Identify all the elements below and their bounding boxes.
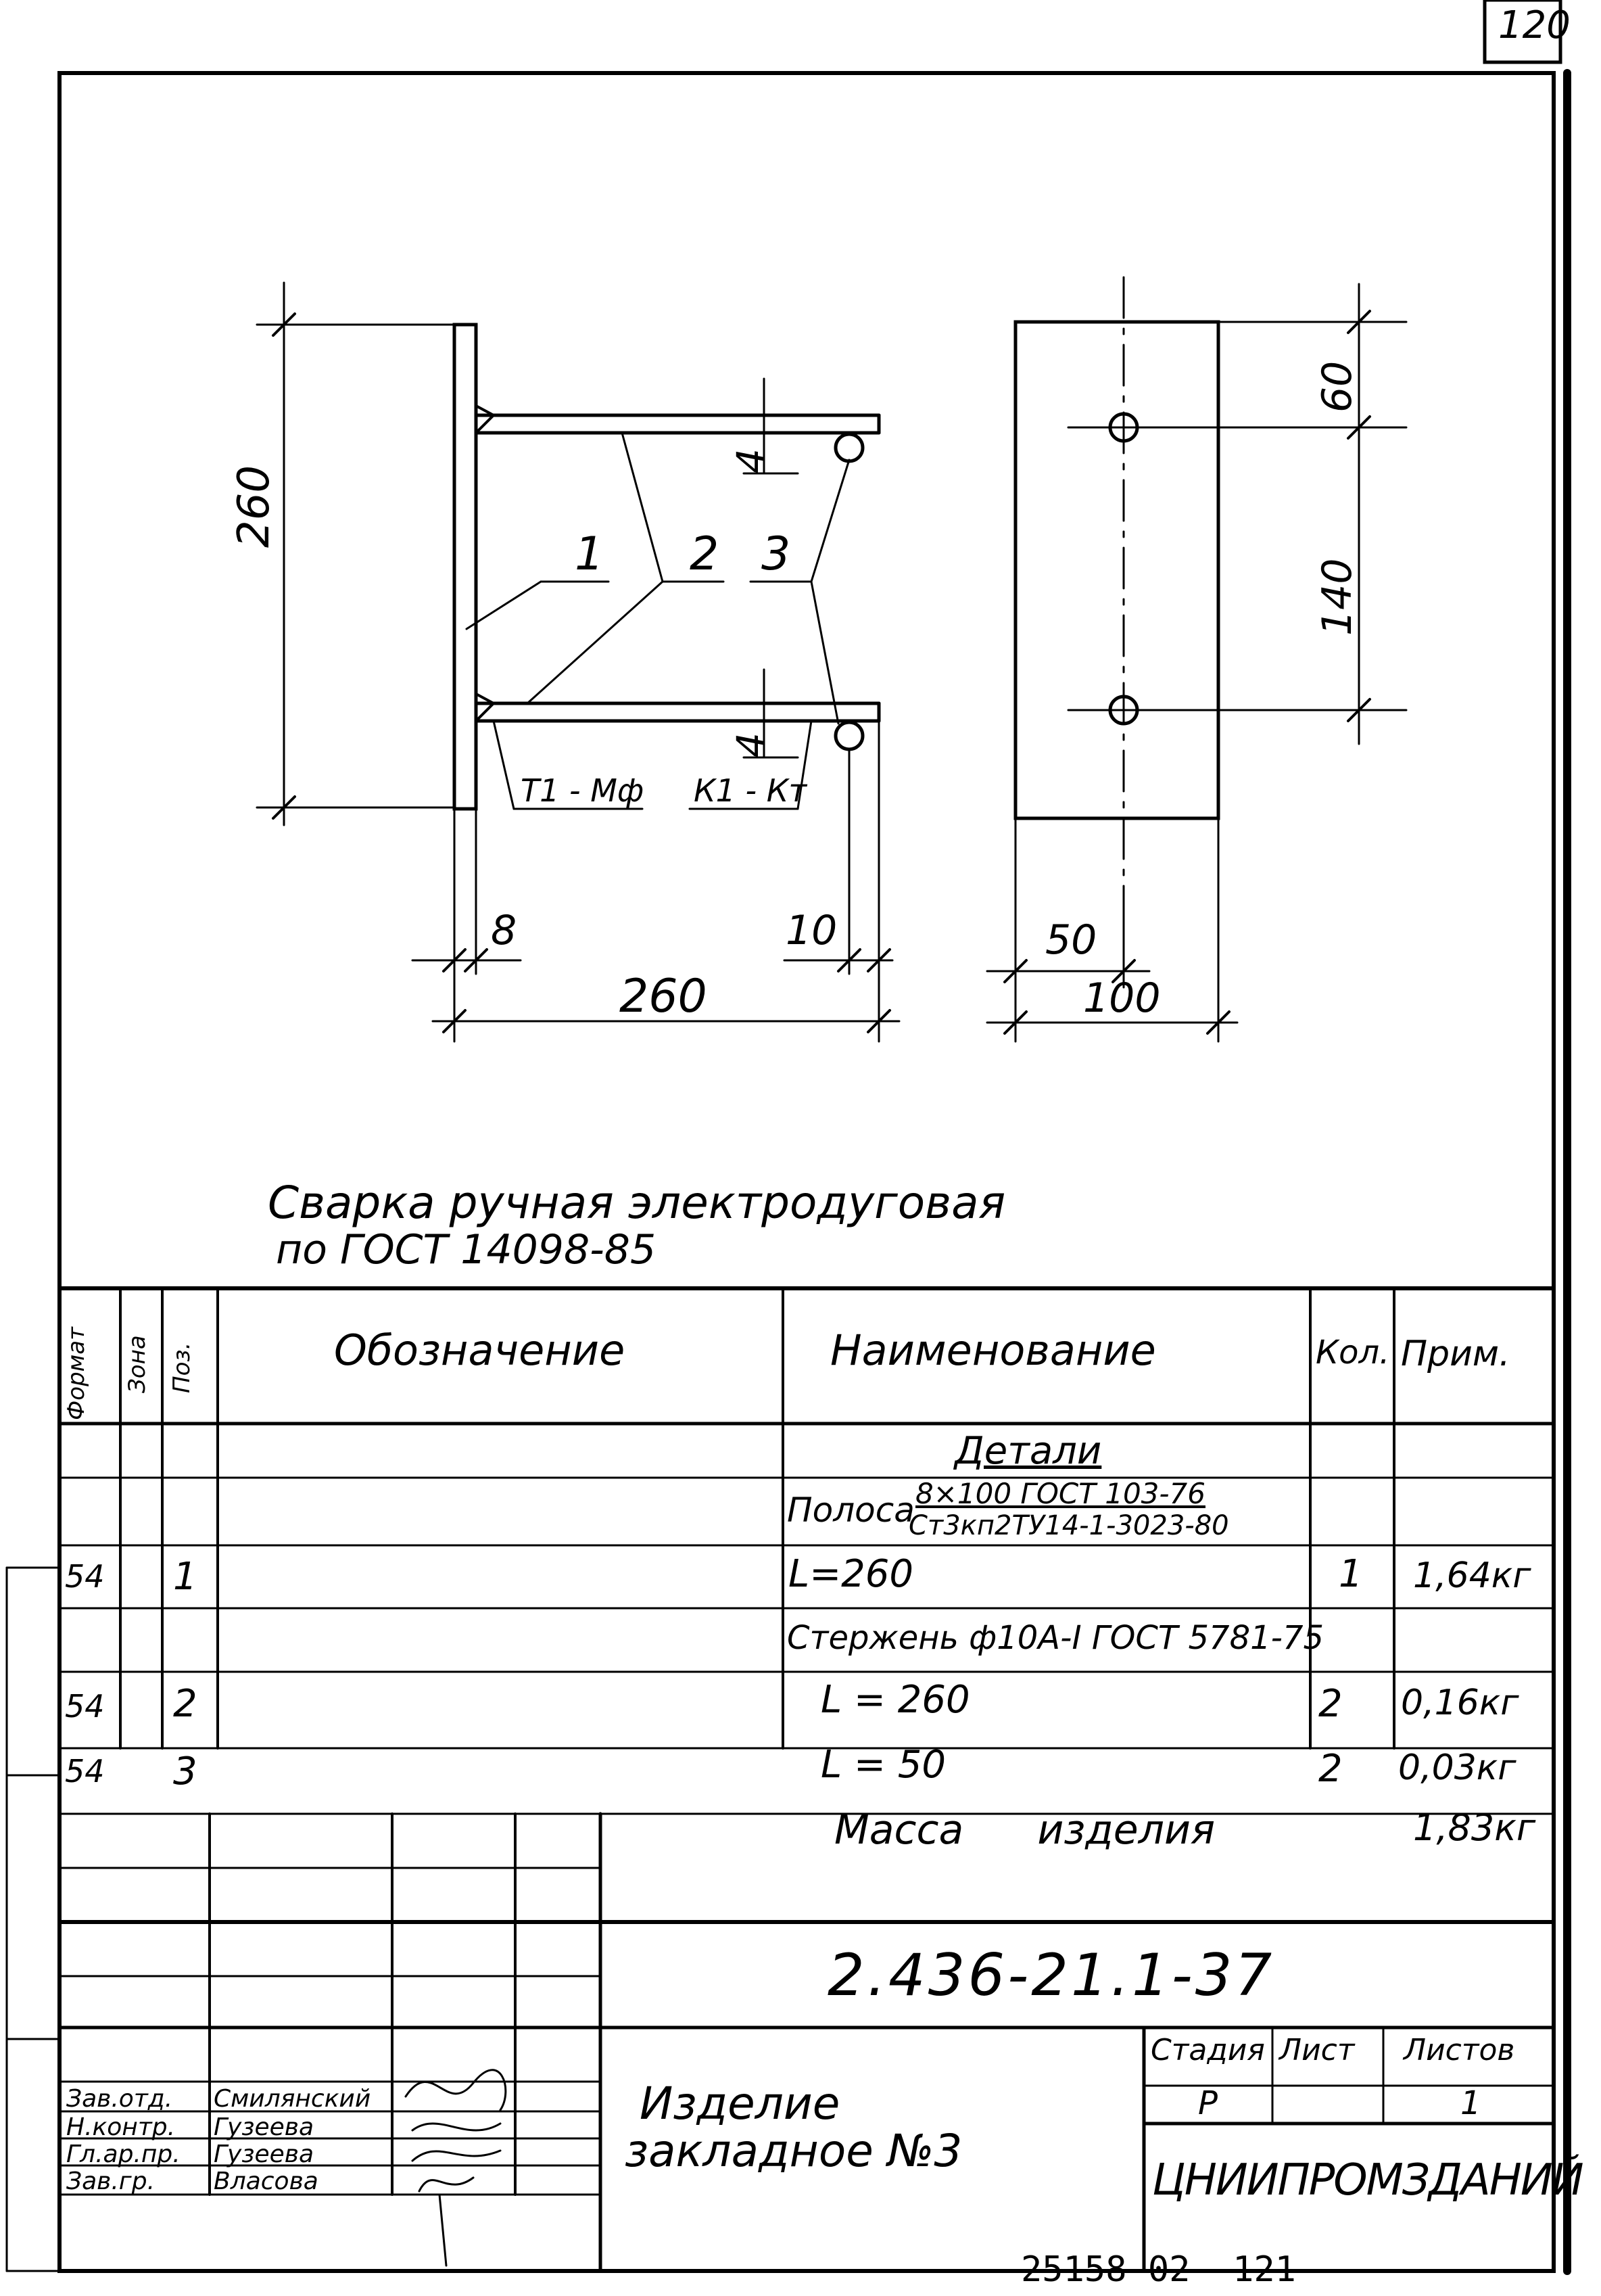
header-name: Наименование (830, 1326, 1156, 1375)
sheets-label: Листов (1404, 2033, 1515, 2067)
signer-role-3: Гл.ар.пр. (66, 2140, 181, 2168)
sheet-label: Лист (1279, 2033, 1355, 2067)
header-qty: Кол. (1316, 1334, 1390, 1372)
header-designation: Обозначение (334, 1326, 625, 1375)
signer-role-1: Зав.отд. (66, 2085, 173, 2113)
signer-name-1: Смилянский (214, 2085, 371, 2113)
row3-pos: 2 (173, 1682, 197, 1726)
dim-width-100: 100 (1083, 975, 1161, 1022)
callout-3: 3 (761, 528, 791, 581)
mass-label: Масса изделия (834, 1806, 1216, 1854)
plate-front (1015, 322, 1218, 818)
row1-format: 54 (65, 1558, 105, 1595)
row1-name: L=260 (788, 1552, 914, 1596)
signatures (406, 2070, 506, 2266)
anchor-bar-top (836, 434, 863, 461)
dim-length-260: 260 (619, 970, 707, 1023)
weld-symbol-left: Т1 - Мф (521, 772, 644, 809)
signer-role-2: Н.контр. (66, 2113, 176, 2141)
organization-name: ЦНИИПРОМЗДАНИЙ (1152, 2155, 1583, 2205)
sheet-corner-number: 120 (1498, 3, 1571, 47)
row4-name: L = 50 (821, 1743, 946, 1787)
callout-1: 1 (575, 528, 604, 581)
anchor-bar-bottom (836, 722, 863, 749)
mass-value: 1,83кг (1413, 1806, 1536, 1849)
signer-name-2: Гузеева (214, 2113, 314, 2141)
weld-symbol-right: К1 - Кт (694, 772, 807, 809)
weld-size-top: 4 (728, 448, 774, 473)
signer-role-4: Зав.гр. (66, 2168, 156, 2195)
row2-name: Стержень ф10А-I ГОСТ 5781-75 (787, 1619, 1324, 1657)
signer-name-4: Власова (214, 2168, 318, 2195)
document-number: 2.436-21.1-37 (828, 1942, 1275, 2009)
dim-half-50: 50 (1045, 916, 1097, 964)
header-note: Прим. (1401, 1334, 1510, 1374)
dim-height-260: 260 (229, 465, 279, 548)
stage-label: Стадия (1151, 2033, 1265, 2067)
row1-pos: 1 (173, 1555, 197, 1599)
strip-steel-grade: Ст3кп2ТУ14-1-3023-80 (909, 1510, 1229, 1541)
sheets-value: 1 (1460, 2084, 1481, 2122)
header-zone: Зона (124, 1335, 151, 1393)
row3-format: 54 (65, 1688, 105, 1725)
row4-pos: 3 (173, 1750, 197, 1794)
dim-top-60: 60 (1314, 360, 1361, 413)
strip-name: Полоса (787, 1491, 915, 1530)
dim-thickness-8: 8 (491, 907, 517, 954)
row1-qty: 1 (1339, 1552, 1363, 1596)
row3-qty: 2 (1318, 1682, 1343, 1726)
weld-top-fillet (476, 406, 494, 433)
row3-note: 0,16кг (1401, 1683, 1519, 1723)
welding-note-line1: Сварка ручная электродуговая (268, 1177, 1006, 1229)
row4-note: 0,03кг (1398, 1748, 1516, 1788)
header-pos: Поз. (168, 1342, 195, 1393)
header-format: Формат (63, 1327, 90, 1420)
product-name-line1: Изделие (640, 2078, 840, 2130)
strip-size-standard: 8×100 ГОСТ 103-76 (915, 1477, 1205, 1510)
signer-name-3: Гузеева (214, 2140, 314, 2168)
plate-section (454, 325, 476, 809)
archive-stamp: 25158-02 121 (1021, 2249, 1296, 2290)
weld-bottom-fillet (476, 694, 494, 721)
product-name-line2: закладное №3 (625, 2125, 963, 2177)
row4-qty: 2 (1318, 1747, 1343, 1791)
row1-note: 1,64кг (1413, 1555, 1531, 1596)
stage-value: Р (1198, 2084, 1218, 2122)
row3-name: L = 260 (821, 1678, 970, 1722)
dim-end-10: 10 (786, 907, 838, 954)
welding-note-line2: по ГОСТ 14098-85 (276, 1226, 656, 1273)
left-margin-strip (7, 1568, 59, 2271)
weld-size-bottom: 4 (728, 732, 774, 757)
callout-2: 2 (690, 528, 719, 581)
dim-spacing-140: 140 (1314, 558, 1361, 636)
row4-format: 54 (65, 1753, 105, 1789)
section-details: Детали (955, 1429, 1102, 1473)
